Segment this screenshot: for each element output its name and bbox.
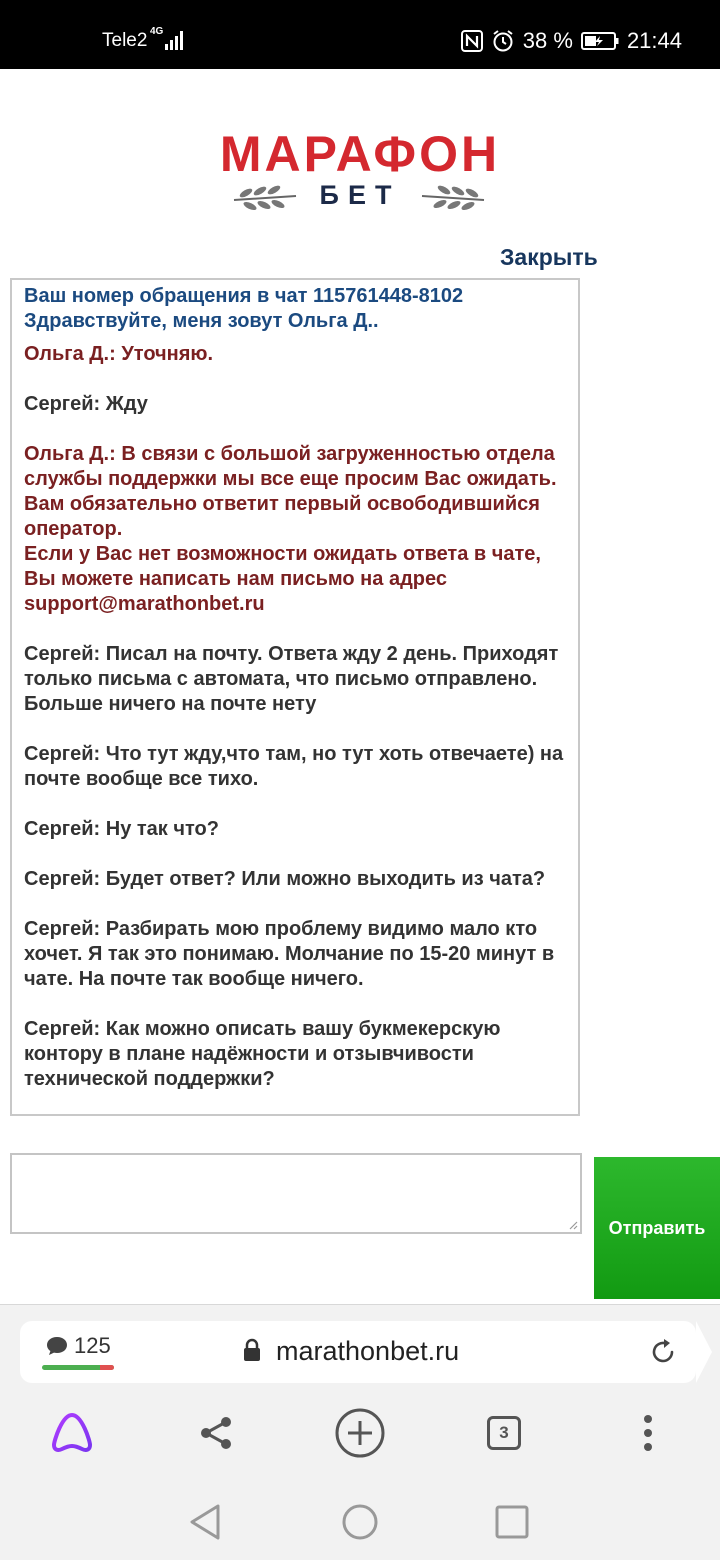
chat-message	[24, 817, 574, 842]
laurel-right-icon	[418, 184, 486, 212]
message-author: Ольга Д.:	[24, 343, 116, 365]
chat-ticket-number: Ваш номер обращения в чат 115761448-8102	[24, 285, 464, 307]
browser-toolbar	[0, 1397, 720, 1477]
new-tab-button[interactable]	[332, 1405, 388, 1461]
message-text: Как можно описать вашу букмекерскую контору в плане надёжности и отзывчивости технической поддержки?	[24, 1018, 501, 1090]
message-text: Ну так что?	[105, 818, 219, 840]
message-author: Сергей:	[24, 1018, 101, 1040]
share-icon	[197, 1414, 235, 1452]
carrier-name: Tele2	[102, 30, 148, 51]
menu-button[interactable]	[620, 1405, 676, 1461]
plus-circle-icon	[334, 1407, 386, 1459]
comments-count: 125	[74, 1333, 111, 1358]
share-button[interactable]	[188, 1405, 244, 1461]
alice-icon	[48, 1411, 96, 1455]
home-icon[interactable]	[336, 1498, 384, 1546]
lock-icon	[242, 1338, 262, 1362]
reload-icon[interactable]	[648, 1337, 678, 1367]
chat-message	[24, 1017, 574, 1092]
more-vertical-icon	[642, 1413, 654, 1453]
marathon-logo	[0, 128, 720, 214]
chat-message	[24, 742, 574, 792]
chat-message	[24, 867, 574, 892]
message-author: Сергей:	[24, 643, 101, 665]
url-text: marathonbet.ru	[276, 1336, 460, 1366]
resize-handle-icon[interactable]	[568, 1220, 578, 1230]
status-bar	[0, 0, 720, 69]
address-bar[interactable]	[20, 1321, 696, 1383]
comments-badge[interactable]	[46, 1333, 111, 1359]
back-icon[interactable]	[182, 1498, 230, 1546]
message-input[interactable]	[10, 1153, 582, 1234]
alarm-icon	[491, 29, 515, 53]
rating-bar-negative	[100, 1365, 114, 1370]
recents-icon[interactable]	[488, 1498, 536, 1546]
clock: 21:44	[626, 28, 682, 53]
tabs-count: 3	[487, 1416, 521, 1450]
comment-icon	[46, 1336, 68, 1356]
message-text: Писал на почту. Ответа жду 2 день. Приходят только письма с автомата, что письмо отправлено. Больше ничего на почте нету	[24, 643, 559, 715]
message-text: В связи с большой загруженностью отдела службы поддержки мы все еще просим Вас ожидать. Вам обязательно ответит первый освободившийся оператор.	[24, 443, 557, 540]
logo-sub	[0, 180, 720, 214]
signal-icon	[164, 30, 186, 50]
chat-message	[24, 392, 574, 417]
message-author: Сергей:	[24, 918, 101, 940]
chat-message	[24, 342, 574, 367]
message-text: Что тут жду,что там, но тут хоть отвечаете) на почте вообще все тихо.	[24, 743, 564, 790]
message-author: Ольга Д.:	[24, 443, 116, 465]
laurel-left-icon	[232, 184, 300, 212]
message-author: Сергей:	[24, 743, 101, 765]
battery-icon	[581, 31, 619, 51]
chat-message	[24, 442, 574, 617]
network-type: 4G	[150, 26, 164, 37]
chat-message	[24, 917, 574, 992]
status-right	[461, 28, 682, 54]
logo-sub-text: БЕТ	[319, 180, 401, 210]
alice-button[interactable]	[44, 1405, 100, 1461]
browser-bottom-bar	[0, 1304, 720, 1481]
logo-main-text: МАРАФОН	[219, 126, 501, 182]
message-author: Сергей:	[24, 868, 101, 890]
chat-message	[24, 642, 574, 717]
nfc-icon	[461, 30, 483, 52]
tabs-button[interactable]	[476, 1405, 532, 1461]
battery-percent: 38 %	[522, 28, 573, 53]
chat-transcript[interactable]	[10, 278, 580, 1116]
message-text: Будет ответ? Или можно выходить из чата?	[105, 868, 546, 890]
message-author: Сергей:	[24, 393, 101, 415]
chat-greeting: Здравствуйте, меня зовут Ольга Д..	[24, 310, 379, 332]
system-nav-bar	[0, 1480, 720, 1560]
message-text: Разбирать мою проблему видимо мало кто хочет. Я так это понимаю. Молчание по 15-20 минут в чате. На почте так вообще ничего.	[24, 918, 555, 990]
chat-messages	[24, 284, 574, 1092]
message-text: Уточняю.	[121, 343, 214, 365]
message-text: Жду	[105, 393, 148, 415]
close-link[interactable]: Закрыть	[500, 244, 598, 270]
message-text-continued: Если у Вас нет возможности ожидать ответа в чате, Вы можете написать нам письмо на адрес support@marathonbet.ru	[24, 543, 541, 615]
send-button[interactable]: Отправить	[594, 1157, 720, 1299]
message-author: Сергей:	[24, 818, 101, 840]
